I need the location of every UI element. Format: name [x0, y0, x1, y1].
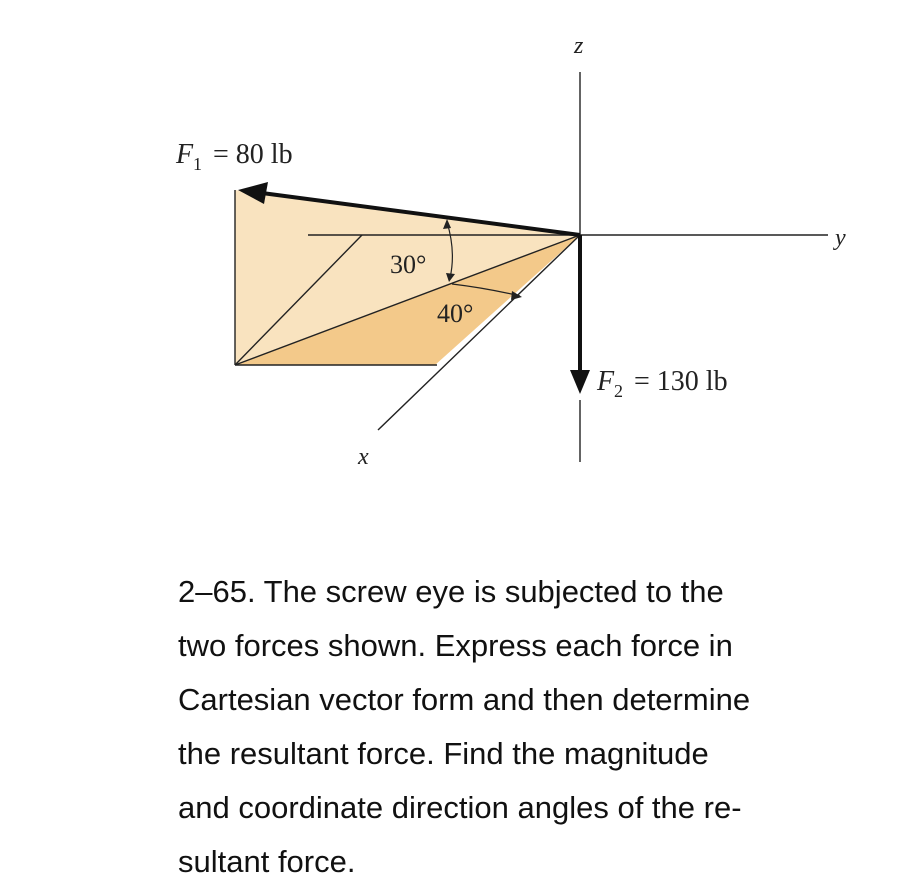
problem-text-line: two forces shown. Express each force in — [178, 628, 733, 663]
f2-label — [596, 366, 728, 401]
problem-text-line: The screw eye is subjected to the — [255, 574, 724, 609]
angle-30-label: 30° — [390, 250, 427, 279]
f1-label — [175, 139, 293, 174]
f1-symbol: F — [176, 139, 194, 170]
problem-text-line: sultant force. — [178, 844, 356, 879]
x-axis-label: x — [358, 444, 369, 470]
problem-text-line: the resultant force. Find the magnitude — [178, 736, 709, 771]
f2-arrow-head — [570, 370, 590, 394]
problem-statement — [178, 565, 878, 889]
f2-symbol: F — [597, 366, 615, 397]
f1-value: = 80 lb — [213, 139, 293, 170]
angle-40-label: 40° — [437, 299, 474, 328]
z-axis-label: z — [574, 33, 584, 59]
f2-value: = 130 lb — [634, 366, 728, 397]
problem-number: 2–65. — [178, 574, 256, 609]
f1-subscript: 1 — [193, 154, 202, 174]
problem-line-1 — [178, 565, 878, 619]
y-axis-label: y — [835, 225, 846, 251]
f2-subscript: 2 — [614, 381, 623, 401]
problem-text-line: Cartesian vector form and then determine — [178, 682, 751, 717]
problem-text-line: and coordinate direction angles of the re- — [178, 790, 742, 825]
